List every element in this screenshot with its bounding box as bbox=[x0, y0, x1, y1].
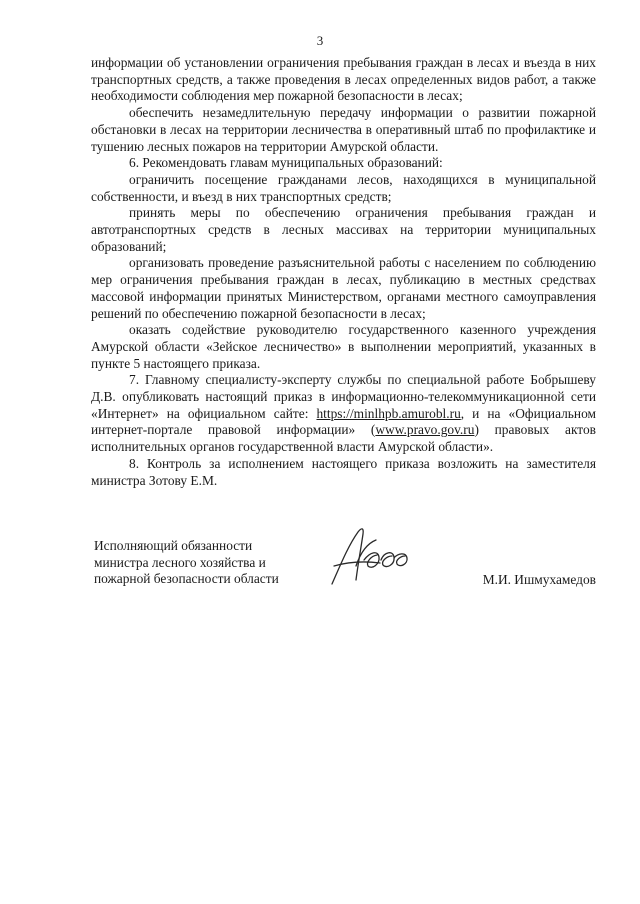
page-number: 3 bbox=[316, 33, 324, 48]
item-7-text-b: , и на «Официальном интернет-портале правовой информации» ( bbox=[91, 405, 596, 438]
paragraph-assistance: оказать содействие руководителю государственного казенного учреждения Амурской области «Зейское лесничество» в выполнении мероприятий, указанных в пункте 5 настоящего приказа. bbox=[91, 322, 596, 371]
handwritten-signature bbox=[326, 522, 418, 588]
signer-position bbox=[94, 538, 314, 588]
signer-position-line-2: министра лесного хозяйства и bbox=[94, 554, 266, 570]
signer-position-line-1: Исполняющий обязанности bbox=[94, 538, 253, 553]
signature-strokes bbox=[332, 529, 407, 584]
item-7-text-a: 7. Главному специалисту-эксперту службы по специальной работе Бобрышеву Д.В. опубликовать настоящий приказ в информационно-телекоммуникационной сети «Интернет» на официальном сайте: bbox=[91, 372, 596, 421]
ministry-site-link[interactable]: https://minlhpb.amurobl.ru bbox=[316, 405, 461, 421]
paragraph-restrict-visits: ограничить посещение гражданами лесов, находящихся в муниципальной собственности, и въезд в них транспортных средств; bbox=[91, 171, 596, 204]
pravo-portal-link[interactable]: www.pravo.gov.ru bbox=[375, 422, 475, 438]
paragraph-item-7 bbox=[91, 372, 596, 456]
item-7-text-c: ) правовых актов исполнительных органов государственной власти Амурской области». bbox=[91, 422, 596, 455]
document-body bbox=[91, 55, 596, 489]
signer-position-line-3: пожарной безопасности области bbox=[94, 571, 279, 587]
paragraph-outreach: организовать проведение разъяснительной работы с населением по соблюдению мер ограничения пребывания граждан в лесах, публикацию в местных средствах массовой информации принятых Министерством, органами местного самоуправления решений по обеспечению пожарной безопасности в лесах; bbox=[91, 255, 596, 321]
paragraph-info-continuation: информации об установлении ограничения пребывания граждан в лесах и въезда в них транспортных средств, а также проведения в лесах определенных видов работ, а также необходимости соблюдения мер пожарной безопасности в лесах; bbox=[91, 55, 596, 104]
signature-block bbox=[94, 538, 596, 598]
paragraph-restrict-vehicles: принять меры по обеспечению ограничения пребывания граждан и автотранспортных средств в лесных массивах на территории муниципальных образований; bbox=[91, 205, 596, 254]
signer-name: М.И. Ишмухамедов bbox=[482, 572, 596, 587]
paragraph-item-8: 8. Контроль за исполнением настоящего приказа возложить на заместителя министра Зотову Е.М. bbox=[91, 455, 596, 488]
paragraph-fire-info-transfer: обеспечить незамедлительную передачу информации о развитии пожарной обстановки в лесах на территории лесничества в оперативный штаб по профилактике и тушению лесных пожаров на территории Амурской области. bbox=[91, 105, 596, 154]
paragraph-item-6: 6. Рекомендовать главам муниципальных образований: bbox=[129, 155, 443, 171]
